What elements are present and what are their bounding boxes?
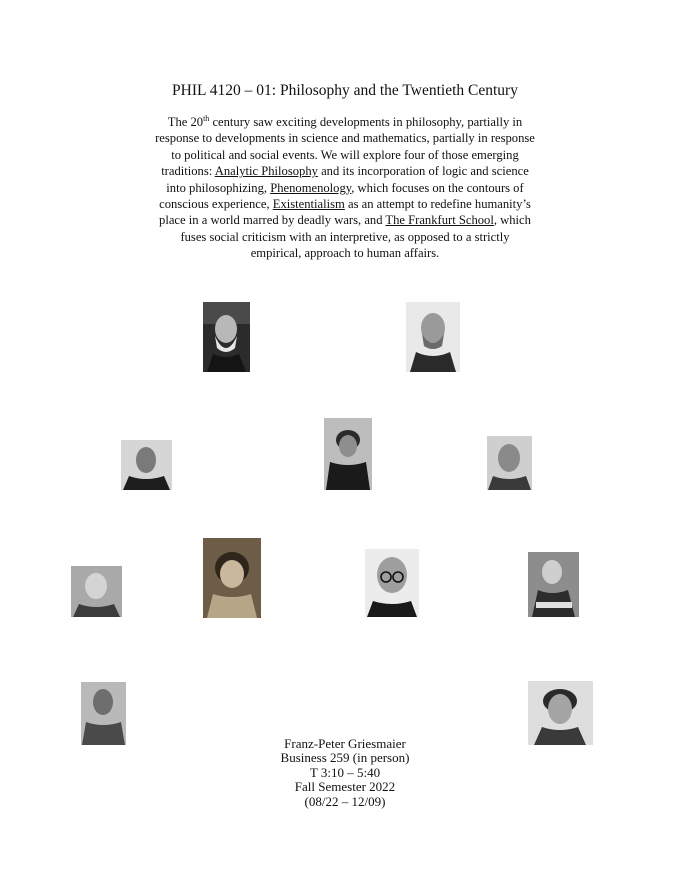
instructor-name: Franz-Peter Griesmaier: [284, 736, 406, 751]
phenomenology-link[interactable]: Phenomenology: [270, 180, 352, 195]
portrait-photo: [203, 538, 261, 618]
portrait-photo: [324, 418, 372, 490]
frankfurt-school-link[interactable]: The Frankfurt School: [385, 213, 494, 228]
portrait-photo: [71, 566, 122, 617]
portrait-photo: [528, 552, 579, 617]
portrait-photo: [487, 436, 532, 490]
semester-dates: (08/22 – 12/09): [304, 793, 386, 809]
portrait-photo: [121, 440, 172, 490]
portrait-photo: [406, 302, 460, 372]
meeting-time: T 3:10 – 5:40: [309, 764, 381, 780]
course-title: PHIL 4120 – 01: Philosophy and the Twentieth Century: [172, 82, 518, 99]
existentialism-link[interactable]: Existentialism: [272, 197, 345, 212]
analytic-philosophy-link[interactable]: Analytic Philosophy: [214, 164, 318, 179]
course-info: [0, 737, 690, 809]
portrait-photo: [81, 682, 126, 745]
semester: Fall Semester 2022: [294, 779, 396, 795]
portrait-photo: [528, 681, 593, 745]
location: Business 259 (in person): [280, 750, 410, 766]
portrait-photo: [203, 302, 250, 372]
course-description: The 20th century saw exciting developments in philosophy, partially in response to developments in science and mathematics, partially in response to political and social events. We will explore four of those emerging traditions: Analytic Philosophy and its incorporation of logic and science into philosophizing, Phenomenology, which focuses on the contours of conscious experience, Existentialism as an attempt to redefine humanity’s place in a world marred by deadly wars, and The Frankfurt School, which fuses social criticism with an interpretive, as opposed to a strictly empirical, approach to human affairs.: [155, 113, 535, 261]
portrait-photo: [365, 549, 419, 617]
